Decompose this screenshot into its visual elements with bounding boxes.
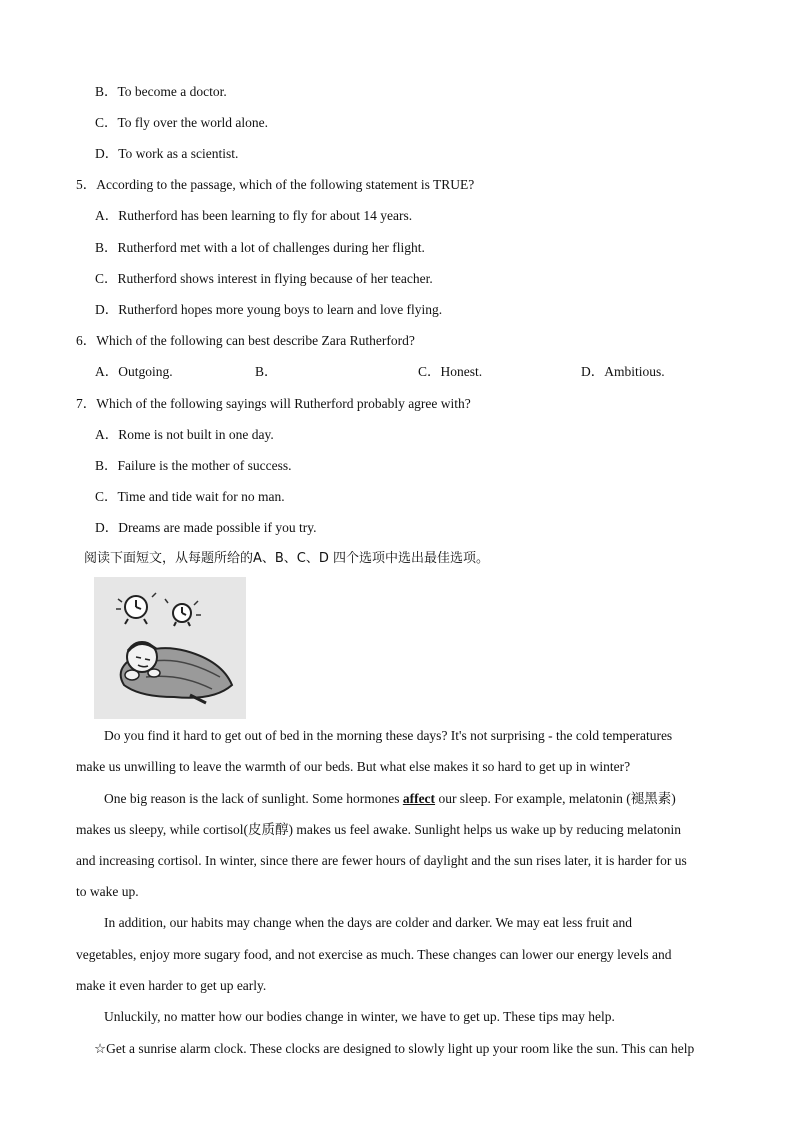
- q5-option-b: B．Rutherford met with a lot of challenges during her flight.: [95, 240, 425, 255]
- q4-option-b: B．To become a doctor.: [95, 84, 227, 99]
- q5-stem: 5．According to the passage, which of the following statement is TRUE?: [76, 177, 475, 192]
- passage-p2-line1-part1: One big reason is the lack of sunlight. Some hormones: [104, 791, 403, 806]
- q5-option-a: A．Rutherford has been learning to fly for about 14 years.: [95, 208, 413, 223]
- passage-p2-line3: and increasing cortisol. In winter, since there are fewer hours of daylight and the sun rises later, it is harder for us: [76, 853, 687, 868]
- alarm-clock-icon: [173, 604, 191, 626]
- passage-p3-line3: make it even harder to get up early.: [76, 978, 267, 993]
- q7-option-c: C．Time and tide wait for no man.: [95, 489, 285, 504]
- q7-option-d: D．Dreams are made possible if you try.: [95, 520, 317, 535]
- q5-option-c: C．Rutherford shows interest in flying because of her teacher.: [95, 271, 433, 286]
- passage-p2-line1: [104, 790, 676, 808]
- q7-option-b: B．Failure is the mother of success.: [95, 458, 292, 473]
- reading-instruction: 阅读下面短文，从每题所给的A、B、C、D 四个选项中选出最佳选项。: [84, 551, 490, 566]
- q5-option-d: D．Rutherford hopes more young boys to learn and love flying.: [95, 302, 443, 317]
- passage-p2-line1-part2: our sleep. For example, melatonin (褪黑素): [435, 791, 676, 806]
- passage-p1-line2: make us unwilling to leave the warmth of our beds. But what else makes it so hard to get up in winter?: [76, 759, 631, 774]
- passage-p3-line2: vegetables, enjoy more sugary food, and not exercise as much. These changes can lower our energy levels and: [76, 947, 672, 962]
- q6-option-a: A．Outgoing.: [95, 364, 173, 379]
- q4-option-d: D．To work as a scientist.: [95, 146, 239, 161]
- underlined-word-affect: affect: [402, 791, 436, 806]
- q6-option-d: D．Ambitious.: [581, 364, 665, 379]
- passage-p3-line1: In addition, our habits may change when the days are colder and darker. We may eat less fruit and: [104, 915, 632, 930]
- q4-option-c: C．To fly over the world alone.: [95, 115, 269, 130]
- q7-stem: 7．Which of the following sayings will Rutherford probably agree with?: [76, 396, 471, 411]
- passage-p2-line4: to wake up.: [76, 884, 139, 899]
- passage-p2-line2: makes us sleepy, while cortisol(皮质醇) makes us feel awake. Sunlight helps us wake up by reducing melatonin: [76, 822, 681, 837]
- passage-p4-line1: Unluckily, no matter how our bodies change in winter, we have to get up. These tips may help.: [104, 1009, 615, 1024]
- passage-p1-line1: Do you find it hard to get out of bed in the morning these days? It's not surprising - the cold temperatures: [104, 728, 673, 743]
- q6-stem: 6．Which of the following can best describe Zara Rutherford?: [76, 333, 415, 348]
- q7-option-a: A．Rome is not built in one day.: [95, 427, 274, 442]
- q6-option-c: C．Honest.: [418, 364, 483, 379]
- sleeping-person-illustration: [94, 577, 246, 719]
- passage-p5-line1: ☆Get a sunrise alarm clock. These clocks are designed to slowly light up your room like the sun. This can help: [94, 1041, 695, 1056]
- q6-option-b: B．: [255, 364, 278, 379]
